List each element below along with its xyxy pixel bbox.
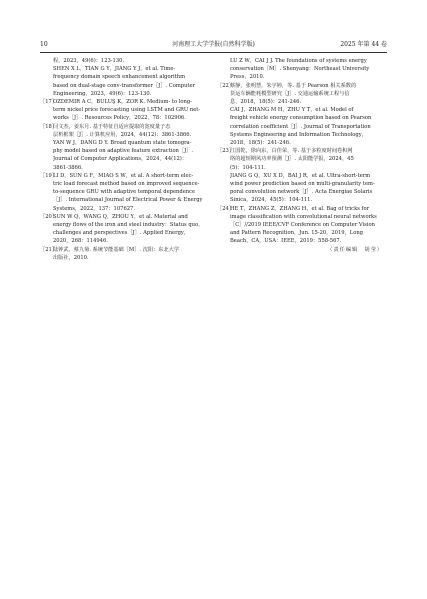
reference-line: to-sequence GRU with adaptive temporal dependence xyxy=(53,189,196,196)
reference-line: frequency domain speech enhancement algorithm xyxy=(53,74,186,81)
reference-line: based on dual-stage conv-transformer［J］. Computer xyxy=(53,82,196,89)
reference-line: Engineering，2023，49(6)：123-130. xyxy=(53,90,152,97)
reference-line: CAI J，ZHANG M H，ZHU Y T，et al. Model of xyxy=(230,107,354,114)
reference-line: 出版社，2010. xyxy=(53,254,89,261)
reference-number: ［18］ xyxy=(40,123,57,130)
reference-line: phy model based on adaptive feature extraction［J］. xyxy=(53,148,194,155)
header-rule xyxy=(40,52,387,53)
reference-number: ［20］ xyxy=(40,213,57,220)
reference-line: Sinica，2024，45(5)：104-111. xyxy=(230,197,313,204)
volume-info: 2025 年第 44 卷 xyxy=(340,41,387,48)
reference-line: 3861-3866. xyxy=(53,164,83,171)
reference-line: OZDEMIR A C，BULUŞ K，ZOR K. Medium- to long- xyxy=(53,99,192,106)
reference-number: ［23］ xyxy=(217,148,234,155)
reference-entry xyxy=(217,82,387,148)
reference-entry xyxy=(40,246,210,262)
reference-line: Systems Engineering and Information Technology， xyxy=(230,131,367,138)
reference-number: ［21］ xyxy=(40,246,57,253)
reference-line: LI D，SUN G F，MIAO S W，et al. A short-term elec- xyxy=(53,172,194,179)
reference-line: poral convolution network［J］. Acta Energiae Solaris xyxy=(230,189,373,196)
reference-line: challenges and perspectives［J］. Applied Energy， xyxy=(53,230,190,237)
reference-line: Journal of Computer Applications，2024，44(12)： xyxy=(53,156,188,163)
reference-entry xyxy=(217,205,387,246)
reference-line: SUN W Q，WANG Q，ZHOU Y，et al. Material and xyxy=(53,213,188,220)
right-column xyxy=(217,57,387,254)
reference-line: LU Z W，CAI J J. The foundations of systems energy xyxy=(230,58,367,64)
reference-line: JIANG G Q，XU X D，BAI J R，et al. Ultra-short-term xyxy=(230,172,371,179)
reference-line: (5)：104-111. xyxy=(230,164,266,171)
page-number: 10 xyxy=(40,41,48,48)
reference-entry xyxy=(40,172,210,213)
reference-line: YAN W J，DANG D Y. Broad quantum state tomogra- xyxy=(53,140,192,147)
reference-line: SHEN X L，TIAN G Y，JIANG Y J，et al. Time- xyxy=(53,66,176,73)
reference-line: 货运车辆能耗模型研究［J］. 交通运输系统工程与信 xyxy=(230,90,350,97)
editor-note: （责任编辑 胡莹） xyxy=(327,246,383,253)
reference-continuation xyxy=(40,57,210,98)
running-header xyxy=(40,40,387,50)
reference-entry xyxy=(217,147,387,204)
reference-number: ［19］ xyxy=(40,172,57,179)
reference-entry xyxy=(40,213,210,246)
reference-entry xyxy=(40,98,210,123)
reference-line: wind power prediction based on multi-granularity tem- xyxy=(230,181,375,188)
reference-number: ［24］ xyxy=(217,205,234,212)
reference-line: 2018，18(5)：241-246. xyxy=(230,140,291,147)
reference-line: HE T，ZHANG Z，ZHANG H，et al. Bag of tricks for xyxy=(230,205,370,212)
reference-line: 息，2018，18(5)：241-246. xyxy=(230,99,302,106)
reference-line: freight vehicle energy consumption based on Pearson xyxy=(230,115,372,122)
reference-line: 络的超短期风功率预测［J］. 太阳能学报，2024，45 xyxy=(230,156,354,163)
reference-line: energy flows of the iron and steel industry：Status quo， xyxy=(53,222,204,229)
reference-line: Beach，CA，USA：IEEE，2019：558-567. xyxy=(230,238,342,245)
reference-line: ［J］. International Journal of Electrical Power & Energy xyxy=(53,197,203,204)
reference-line: and Pattern Recognition，Jun. 15-20，2019，Long xyxy=(230,230,364,237)
reference-line: 程，2023，49(6)：123-130. xyxy=(53,58,125,64)
reference-line: 陆钟武，蔡九菊. 系统节能基础［M］. 沈阳：东北大学 xyxy=(53,246,180,253)
reference-line: 2020，268：114946. xyxy=(53,238,108,245)
reference-line: term nickel price forecasting using LSTM and GRU net- xyxy=(53,107,201,114)
reference-line: conservation［M］. Shenyang：Northeast University xyxy=(230,66,370,73)
reference-line: 闫文杰，姜东月. 基于特征自适应提取的宽度量子态 xyxy=(53,123,171,130)
reference-line: tric load forecast method based on improved sequence- xyxy=(53,181,200,188)
left-column xyxy=(40,57,210,262)
reference-line: 层析框架［J］. 计算机应用，2024，44(12)：3861-3866. xyxy=(53,131,192,138)
reference-line: 蔡静，张明慧，朱宇婷，等. 基于 Pearson 相关系数的 xyxy=(230,82,357,89)
reference-line: works［J］. Resources Policy，2022，78：102906. xyxy=(53,115,186,122)
reference-entry xyxy=(40,123,210,172)
reference-line: ［C］//2019 IEEE/CVF Conference on Computer Vision xyxy=(230,222,375,229)
journal-title: 河南理工大学学报(自然科学版) xyxy=(172,41,255,48)
reference-number: ［22］ xyxy=(217,82,234,89)
reference-line: 江国乾，徐向东，白佳荣，等. 基于多粒度时间卷积网 xyxy=(230,148,353,155)
reference-line: correlation coefficient［J］. Journal of Transportation xyxy=(230,123,371,130)
reference-line: Systems，2022，137：107627. xyxy=(53,205,135,212)
reference-line: image classification with convolutional neural networks xyxy=(230,213,377,220)
reference-number: ［17］ xyxy=(40,99,57,106)
reference-continuation xyxy=(217,57,387,82)
reference-line: Press，2010. xyxy=(230,74,265,81)
